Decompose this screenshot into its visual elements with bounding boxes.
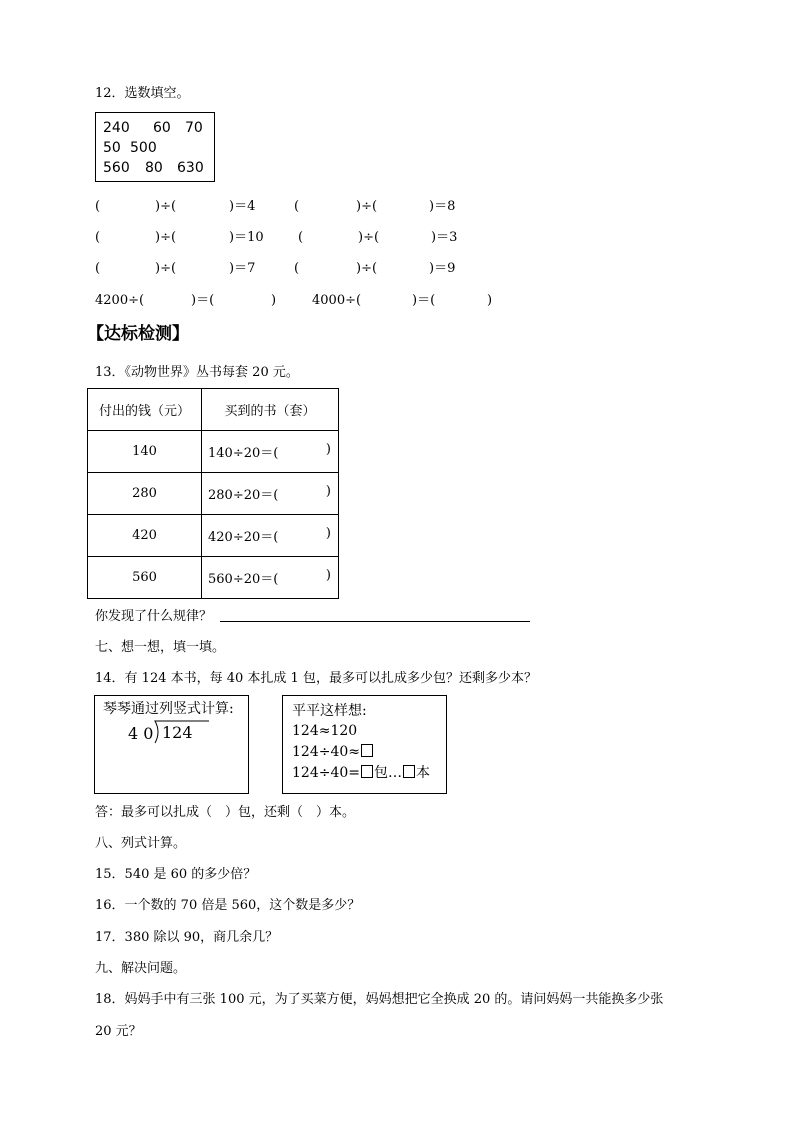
number-choice: 560 (103, 160, 130, 176)
number-choice: 240 (103, 120, 130, 136)
table-cell: 280 (88, 473, 202, 515)
number-choice: 60 (153, 120, 171, 136)
equation-part: )＝( (412, 293, 436, 308)
blank-close: ) (325, 526, 331, 541)
table-row (88, 557, 339, 599)
division-expression: 280÷20＝( (208, 488, 279, 503)
divisor: 4 0 (128, 724, 154, 743)
section-heading: 【达标检测】 (87, 324, 189, 344)
q17: 17．380 除以 90，商几余几？ (95, 930, 279, 945)
table-cell: 420 (88, 515, 202, 557)
divide-sign: )÷( (358, 230, 380, 245)
blank-open: ( (95, 261, 101, 276)
answer-line (220, 621, 530, 622)
q18-line: 18．妈妈手中有三张 100 元，为了买菜方便，妈妈想把它全换成 20 的。请问妈妈一共能换多少张 (95, 992, 664, 1007)
blank-close: ) (325, 484, 331, 499)
equation-part: 4200÷( (95, 293, 145, 308)
table-cell (202, 515, 339, 557)
blank-open: ( (95, 199, 101, 214)
divide-sign: )÷( (155, 230, 177, 245)
blank-square (361, 765, 373, 778)
q12-title: 12．选数填空。 (95, 86, 190, 101)
blank-open: ( (298, 230, 304, 245)
estimate-line: 124≈120 (292, 723, 358, 739)
blank-close: ) (325, 568, 331, 583)
equation-part: ) (271, 293, 277, 308)
table-header: 付出的钱（元） (88, 389, 202, 431)
table-cell (202, 557, 339, 599)
table-header-row (88, 389, 339, 431)
blank-open: ( (294, 199, 300, 214)
price-table (87, 388, 339, 599)
blank-open: ( (294, 261, 300, 276)
number-choices-box (95, 112, 215, 182)
divide-sign: )÷( (155, 261, 177, 276)
division-expression: 140÷20＝( (208, 446, 279, 461)
table-cell: 560 (88, 557, 202, 599)
equation-part: )＝( (191, 293, 215, 308)
equation-result: )＝10 (229, 230, 264, 245)
equation-result: )＝8 (429, 199, 456, 214)
equation-part: ) (487, 293, 493, 308)
estimation-box (282, 695, 447, 794)
blank-square (403, 765, 415, 778)
section-9-title: 九、解决问题。 (95, 961, 187, 976)
q15: 15．540 是 60 的多少倍？ (95, 867, 257, 882)
rule-prompt: 你发现了什么规律？ (95, 609, 213, 624)
equation-result: )＝9 (429, 261, 456, 276)
table-row (88, 473, 339, 515)
q14-title: 14．有 124 本书，每 40 本扎成 1 包，最多可以扎成多少包？还剩多少本？ (95, 671, 537, 686)
vertical-division-box (94, 695, 249, 794)
q16: 16．一个数的 70 倍是 560，这个数是多少？ (95, 898, 361, 913)
q13-title: 13．《动物世界》丛书每套 20 元。 (95, 365, 299, 380)
blank-close: ) (325, 442, 331, 457)
q14-answer: 答：最多可以扎成（ ）包，还剩（ ）本。 (95, 805, 356, 820)
q18-line: 20 元？ (95, 1024, 142, 1039)
box1-title: 琴琴通过列竖式计算: (103, 701, 234, 717)
equation-part: 4000÷( (312, 293, 362, 308)
division-expression: 560÷20＝( (208, 572, 279, 587)
section-7-title: 七、想一想，填一填。 (95, 640, 226, 655)
number-choice: 80 (145, 160, 163, 176)
number-choice: 50 (103, 140, 121, 156)
estimate-line: 124÷40= 包… 本 (292, 765, 430, 781)
number-choice: 500 (130, 140, 157, 156)
estimate-line: 124÷40≈ (292, 744, 374, 759)
equation-result: )＝3 (431, 230, 458, 245)
number-choice: 70 (185, 120, 203, 136)
table-row (88, 515, 339, 557)
divide-sign: )÷( (356, 199, 378, 214)
number-choice: 630 (177, 160, 204, 176)
blank-open: ( (95, 230, 101, 245)
table-cell (202, 473, 339, 515)
table-header: 买到的书（套） (202, 389, 339, 431)
divide-sign: )÷( (155, 199, 177, 214)
box2-title: 平平这样想: (292, 703, 367, 719)
table-row (88, 431, 339, 473)
section-8-title: 八、列式计算。 (95, 836, 187, 851)
equation-result: )＝4 (229, 199, 256, 214)
equation-result: )＝7 (229, 261, 256, 276)
division-expression: 420÷20＝( (208, 530, 279, 545)
divide-sign: )÷( (356, 261, 378, 276)
table-cell: 140 (88, 431, 202, 473)
dividend: 124 (162, 723, 193, 742)
table-cell (202, 431, 339, 473)
blank-square (361, 744, 373, 757)
